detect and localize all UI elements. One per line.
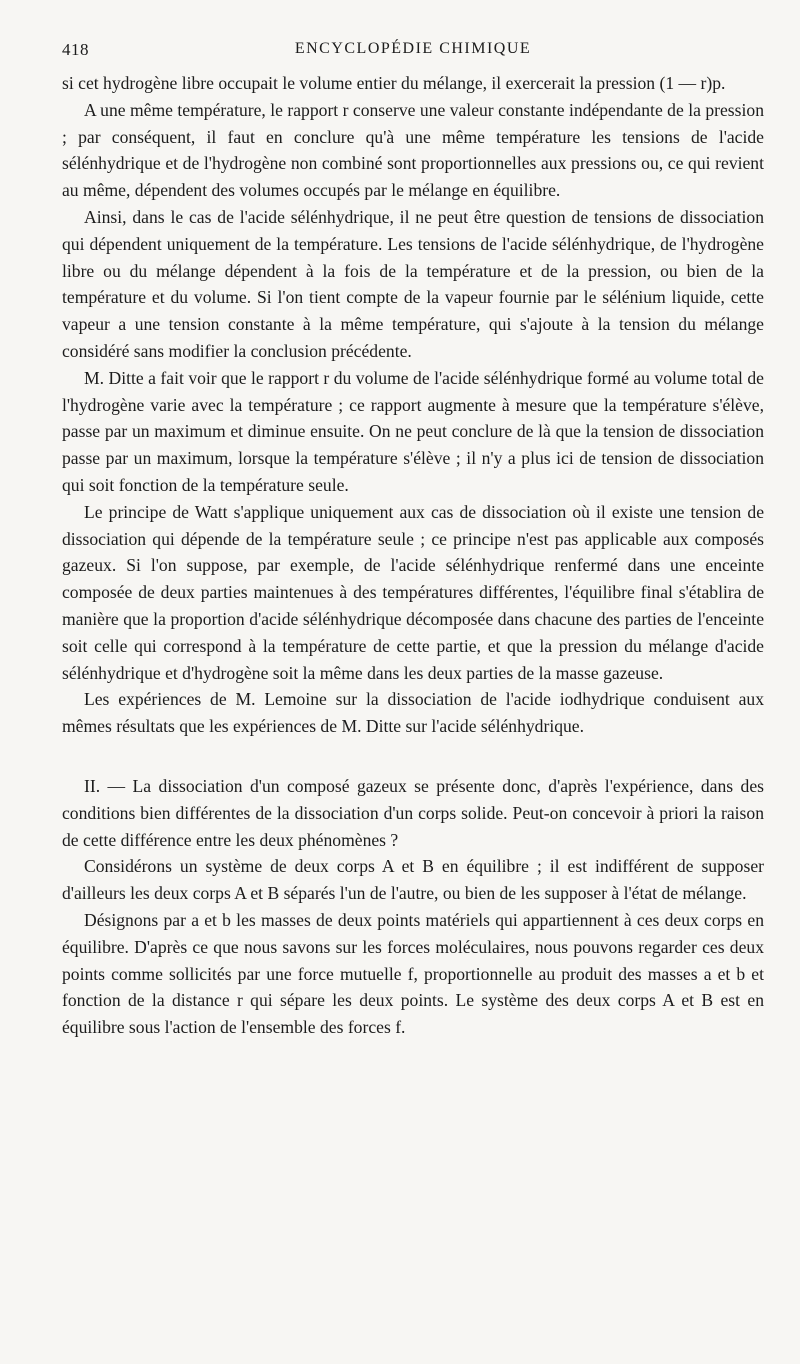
body-text [62,70,764,1041]
section-paragraph: II. — La dissociation d'un composé gazeux se présente donc, d'après l'expérience, dans des conditions bien différentes de la dissociation d'un corps solide. Peut-on concevoir à priori la raison de cette différence entre les deux phénomènes ? [62,775,764,850]
paragraph: Ainsi, dans le cas de l'acide sélénhydrique, il ne peut être question de tensions de dissociation qui dépendent uniquement de la température. Les tensions de l'acide sélénhydrique, de l'hydrogène libre ou du mélange dépendent à la fois de la température et de la pression, ou bien de la température et du volume. Si l'on tient compte de la vapeur fournie par le sélénium liquide, cette vapeur a une tension constante à la même température, qui s'ajoute à la tension du mélange considéré sans modifier la conclusion précédente. [62,206,764,361]
paragraph: A une même température, le rapport r conserve une valeur constante indépendante de la pression ; par conséquent, il faut en conclure qu'à une même température les tensions de l'acide sélénhydrique et de l'hydrogène non combiné sont proportionnelles aux pressions ou, ce qui revient au même, dépendent des volumes occupés par le mélange en équilibre. [62,99,764,201]
paragraph: Considérons un système de deux corps A et B en équilibre ; il est indifférent de supposer d'ailleurs les deux corps A et B séparés l'un de l'autre, ou bien de les supposer à l'état de mélange. [62,856,764,904]
running-title: ENCYCLOPÉDIE CHIMIQUE [294,40,532,57]
paragraph: Les expériences de M. Lemoine sur la dissociation de l'acide iodhydrique conduisent aux mêmes résultats que les expériences de M. Ditte sur l'acide sélénhydrique. [62,689,764,737]
page-number: 418 [62,40,89,59]
page-header [62,40,764,70]
paragraph: si cet hydrogène libre occupait le volume entier du mélange, il exercerait la pression (1 — r)p. [62,73,726,93]
paragraph: Désignons par a et b les masses de deux points matériels qui appartiennent à ces deux corps en équilibre. D'après ce que nous savons sur les forces moléculaires, nous pouvons regarder ces deux points comme sollicités par une force mutuelle f, proportionnelle au produit des masses a et b et fonction de la distance r qui sépare les deux points. Le système des deux corps A et B est en équilibre sous l'action de l'ensemble des forces f. [62,909,764,1038]
paragraph: M. Ditte a fait voir que le rapport r du volume de l'acide sélénhydrique formé au volume total de l'hydrogène varie avec la température ; ce rapport augmente à mesure que la température s'élève, passe par un maximum et diminue ensuite. On ne peut conclure de là que la tension de dissociation passe par un maximum, lorsque la température s'élève ; il n'y a plus ici de tension de dissociation qui soit fonction de la température seule. [62,367,764,495]
paragraph: Le principe de Watt s'applique uniquement aux cas de dissociation où il existe une tension de dissociation qui dépende de la température seule ; ce principe n'est pas applicable aux composés gazeux. Si l'on suppose, par exemple, de l'acide sélénhydrique renfermé dans une enceinte composée de deux parties maintenues à des températures différentes, l'équilibre final s'établira de manière que la proportion d'acide sélénhydrique décomposée dans chacune des parties de l'enceinte soit celle qui correspond à la température de cette partie, et que la pression du mélange d'acide sélénhydrique et d'hydrogène soit la même dans les deux parties de la masse gazeuse. [62,501,764,683]
